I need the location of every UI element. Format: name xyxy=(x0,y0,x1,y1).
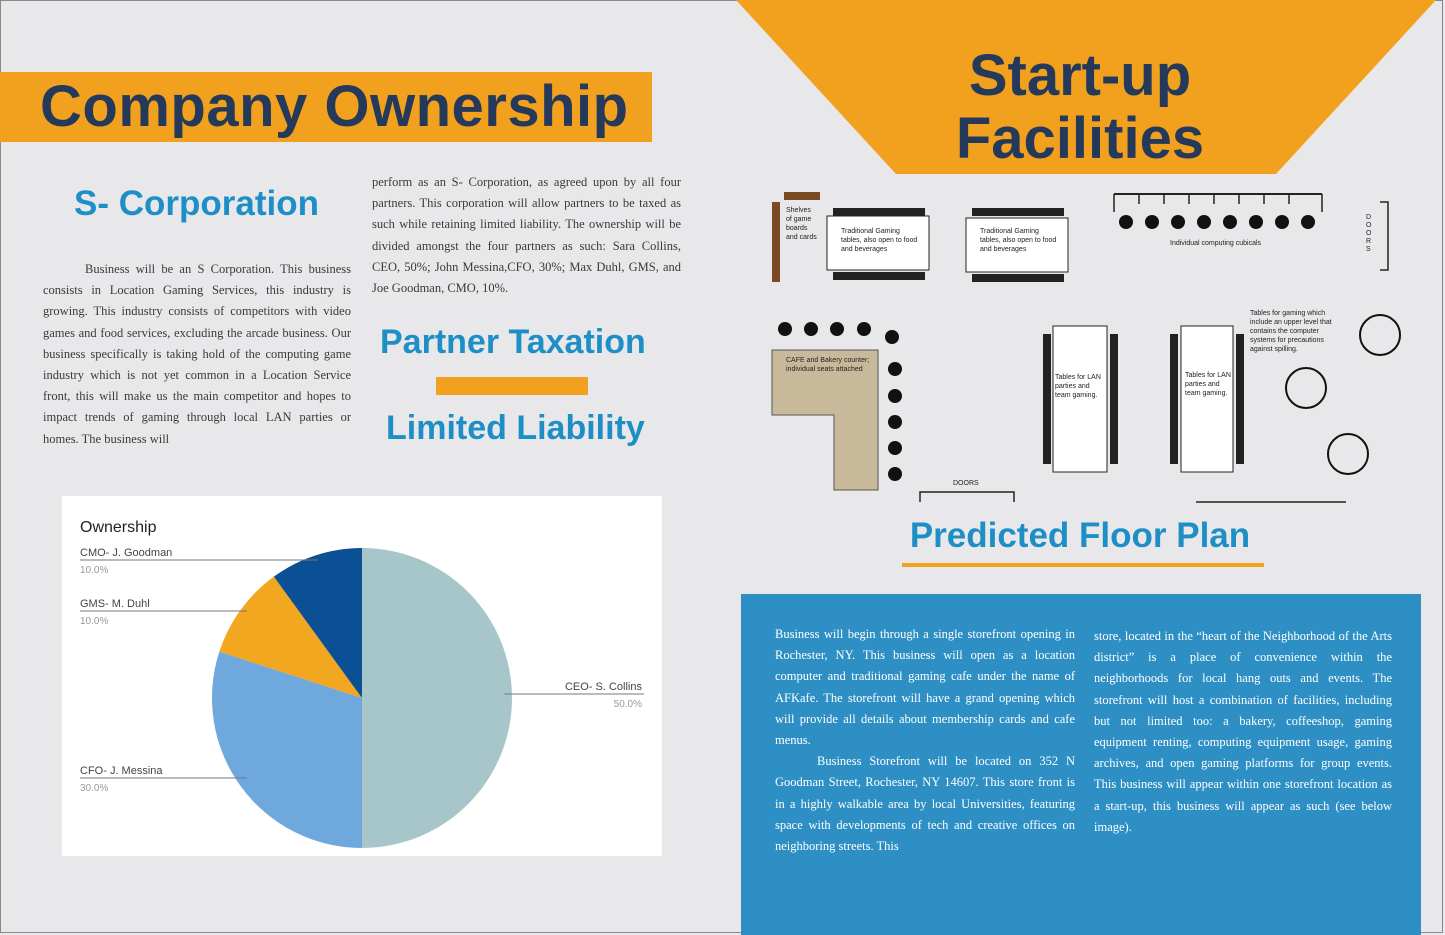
facilities-title-line1: Start-up xyxy=(968,43,1192,108)
floor-plan xyxy=(760,180,1440,510)
storefront-info-box xyxy=(741,594,1421,935)
floor-plan-heading: Predicted Floor Plan xyxy=(909,516,1251,555)
pie-label-2: CFO- J. Messina xyxy=(80,765,163,777)
traditional-table-1-label: Traditional Gaming tables, also open to food and beverages xyxy=(841,228,918,253)
ownership-text-col2: perform as an S- Corporation, as agreed upon by all four partners. This corporation will allow partners to be taxed as such while retaining limited liability. The ownership will be divided amongst the four partners as such: Sara Collins, CEO, 50%; John Messina,CFO, 30%; Max Duhl, GMS, and Joe Goodman, CMO, 10%. xyxy=(372,175,681,296)
facilities-title-line2: Facilities xyxy=(955,106,1205,171)
upper-level-tables-label: Tables for gaming which include an upper level that contains the computer systems for precautions against spilling. xyxy=(1250,310,1332,353)
pie-slice-1 xyxy=(362,548,512,848)
pie-value-4: 10.0% xyxy=(80,565,109,576)
floor-plan-underline xyxy=(902,563,1264,567)
storefront-col2: store, located in the “heart of the Neighborhood of the Arts district” is a place of convenience within the neighborhoods for local hang outs and events. The storefront will host a combination of facilities, including but not limited too: a bakery, coffeeshop, gaming equipment renting, computing equipment usage, gaming archives, and open gaming platforms for group events. This business will appear within one storefront location as a start-up, this business will appear as such (see below image). xyxy=(1094,629,1392,834)
cubicals-label: Individual computing cubicals xyxy=(1170,240,1262,247)
divider-bar xyxy=(436,377,588,395)
doors-bottom-label: DOORS xyxy=(953,480,979,487)
facilities-title xyxy=(880,44,1280,170)
limited-liability-heading: Limited Liability xyxy=(386,409,645,447)
storefront-paragraph-2: Business Storefront will be located on 352 N Goodman Street, Rochester, NY 14607. This store front is in a highly walkable area by local Universities, featuring space with developments of tech and creative offices on neighboring streets. This xyxy=(775,754,1075,854)
ownership-chart-card xyxy=(62,496,662,856)
s-corporation-heading: S- Corporation xyxy=(74,184,319,223)
pie-value-1: 50.0% xyxy=(613,699,642,710)
ownership-text-col1: Business will be an S Corporation. This business consists in Location Gaming Services, this industry is growing. This industry consists of competitors with video games and food services, excluding the arcade business. Our business specifically is taking hold of the computing game industry which is not yet common in a Location Service front, this will make us the main competitor and hopes to impact trends of gaming through local LAN parties or homes. The business will xyxy=(43,262,351,446)
ownership-pie-chart xyxy=(62,496,662,856)
storefront-col1 xyxy=(775,624,1075,857)
pie-label-1: CEO- S. Collins xyxy=(564,681,642,693)
pie-value-2: 30.0% xyxy=(80,783,109,794)
pie-label-4: CMO- J. Goodman xyxy=(80,547,173,559)
lan-table-1-label: Tables for LAN parties and team gaming. xyxy=(1055,374,1101,399)
chart-title: Ownership xyxy=(80,519,157,536)
pie-value-3: 10.0% xyxy=(80,616,109,627)
partner-taxation-heading: Partner Taxation xyxy=(380,323,646,361)
storefront-paragraph-1: Business will begin through a single storefront opening in Rochester, NY. This business will open as a location computer and traditional gaming cafe under the name of AFKafe. The storefront will have a grand opening which will provide all details about membership cards and cafe menus. xyxy=(775,627,1075,748)
pie-label-3: GMS- M. Duhl xyxy=(80,598,150,610)
traditional-table-2-label: Traditional Gaming tables, also open to food and beverages xyxy=(980,228,1057,253)
page-title: Company Ownership xyxy=(40,74,629,139)
shelves-label: Shelves of game boards and cards xyxy=(786,207,817,241)
doors-vertical-label: DOORS xyxy=(1366,214,1372,253)
cafe-counter-label: CAFE and Bakery counter; individual seats attached xyxy=(786,357,870,373)
lan-table-2-label: Tables for LAN parties and team gaming. xyxy=(1185,372,1231,397)
